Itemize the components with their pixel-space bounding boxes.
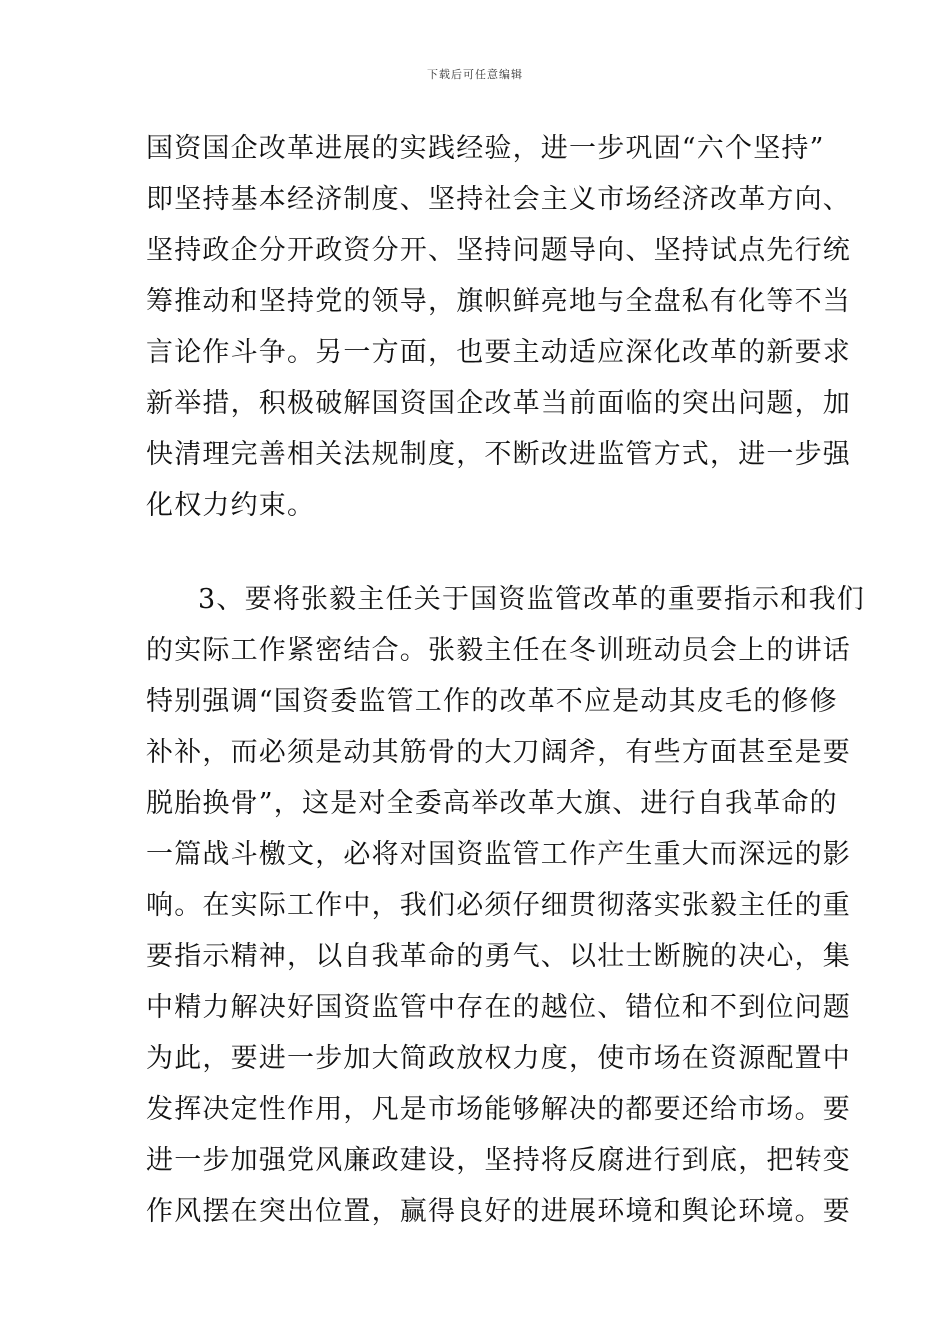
paragraph-line: 言论作斗争。另一方面，也要主动适应深化改革的新要求 [146, 337, 851, 368]
paragraph-line: 新举措，积极破解国资国企改革当前面临的突出问题，加 [146, 388, 851, 419]
paragraph-1 [146, 123, 851, 531]
paragraph-line: 即坚持基本经济制度、坚持社会主义市场经济改革方向、 [146, 184, 851, 215]
paragraph-line: 补补，而必须是动其筋骨的大刀阔斧，有些方面甚至是要 [146, 737, 851, 768]
paragraph-line: 坚持政企分开政资分开、坚持问题导向、坚持试点先行统 [146, 235, 851, 266]
paragraph-line: 响。在实际工作中，我们必须仔细贯彻落实张毅主任的重 [146, 890, 851, 921]
paragraph-line: 国资国企改革进展的实践经验，进一步巩固“六个坚持” [146, 133, 825, 164]
paragraph-line: 一篇战斗檄文，必将对国资监管工作产生重大而深远的影 [146, 839, 851, 870]
paragraph-line: 发挥决定性作用，凡是市场能够解决的都要还给市场。要 [146, 1094, 851, 1125]
paragraph-line: 中精力解决好国资监管中存在的越位、错位和不到位问题 [146, 992, 851, 1023]
paragraph-line: 要指示精神，以自我革命的勇气、以壮士断腕的决心，集 [146, 941, 851, 972]
page-header-note: 下载后可任意编辑 [427, 68, 523, 81]
paragraph-line: 化权力约束。 [146, 490, 316, 521]
paragraph-line: 作风摆在突出位置，赢得良好的进展环境和舆论环境。要 [146, 1196, 851, 1227]
paragraph-line: 3、要将张毅主任关于国资监管改革的重要指示和我们 [198, 584, 865, 615]
paragraph-line: 为此，要进一步加大简政放权力度，使市场在资源配置中 [146, 1043, 851, 1074]
paragraph-line: 进一步加强党风廉政建设，坚持将反腐进行到底，把转变 [146, 1145, 851, 1176]
paragraph-line: 的实际工作紧密结合。张毅主任在冬训班动员会上的讲话 [146, 635, 851, 666]
paragraph-2 [146, 574, 865, 1237]
paragraph-line: 特别强调“国资委监管工作的改革不应是动其皮毛的修修 [146, 686, 838, 717]
paragraph-line: 脱胎换骨”，这是对全委高举改革大旗、进行自我革命的 [146, 788, 838, 819]
paragraph-line: 快清理完善相关法规制度，不断改进监管方式，进一步强 [146, 439, 851, 470]
paragraph-line: 筹推动和坚持党的领导，旗帜鲜亮地与全盘私有化等不当 [146, 286, 851, 317]
